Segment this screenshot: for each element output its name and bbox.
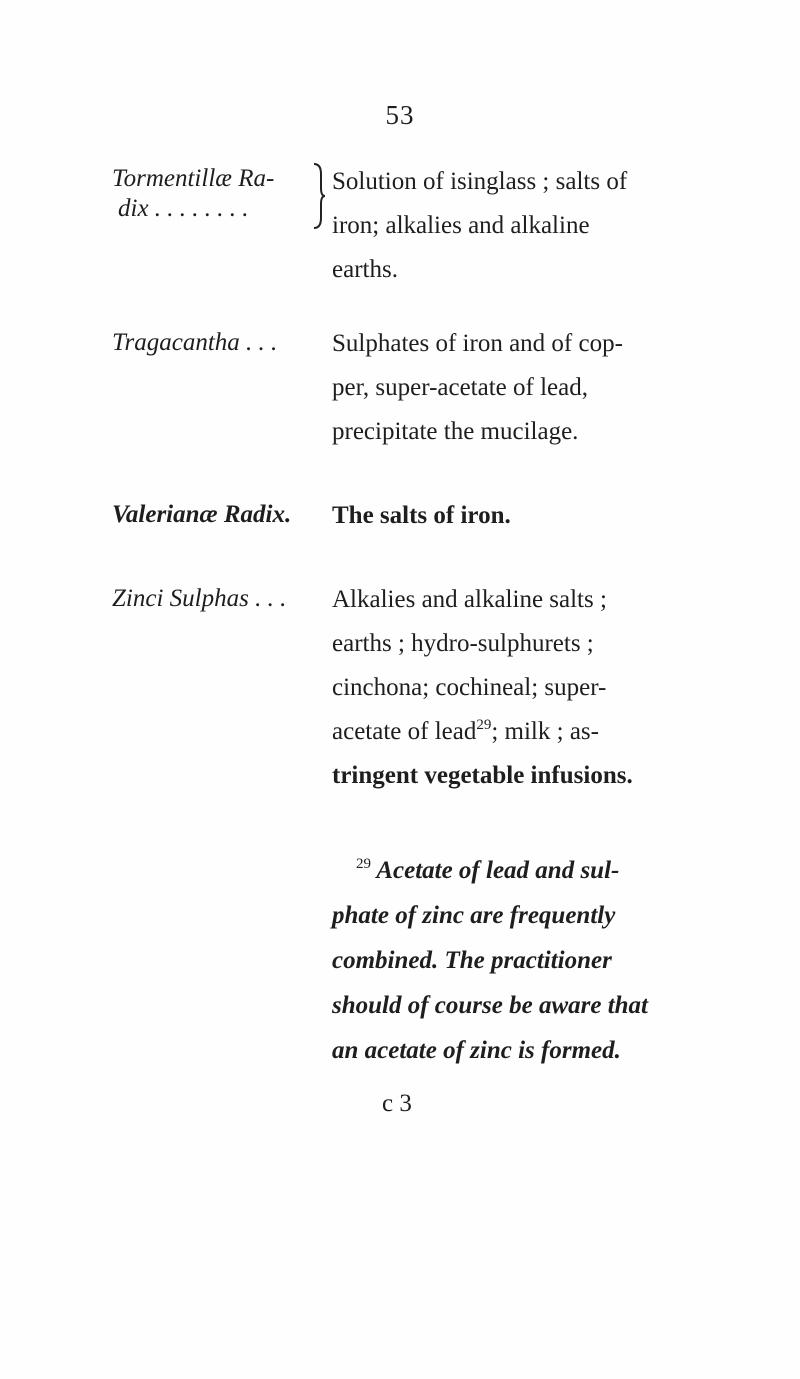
entry-term-tormentilla-line1: Tormentillæ Ra- (112, 165, 275, 192)
footnote-number: 29 (356, 856, 371, 872)
footnote-line2: phate of zinc are frequently (332, 902, 616, 929)
footnote-line4: should of course be aware that (332, 992, 649, 1019)
entry-desc-zinci-line4 (332, 710, 752, 754)
entry-desc-tormentilla-line2: iron; alkalies and alkaline (332, 212, 590, 239)
footnote-line3: combined. The practitioner (332, 947, 612, 974)
entry-desc-tragacantha-line1: Sulphates of iron and of cop- (332, 330, 623, 357)
entry-term-zinci-sulphas: Zinci Sulphas . . . (112, 585, 287, 612)
footnote-line1 (356, 848, 786, 893)
entry-term-valeriana: Valerianæ Radix. (112, 501, 292, 528)
entry-desc-valeriana: The salts of iron. (332, 502, 511, 529)
entry-desc-zinci-line2: earths ; hydro-sulphurets ; (332, 630, 594, 657)
entry-desc-zinci-line4-end: ; milk ; as- (491, 718, 599, 745)
footnote-line5: an acetate of zinc is formed. (332, 1037, 621, 1064)
entry-desc-zinci-line3: cinchona; cochineal; super- (332, 674, 607, 701)
entry-desc-tormentilla-line3: earths. (332, 256, 398, 283)
entry-desc-tormentilla-line1: Solution of isinglass ; salts of (332, 168, 628, 195)
footnote-line1-text: Acetate of lead and sul- (376, 857, 620, 884)
entry-term-tormentilla-line2: dix . . . . . . . . (118, 195, 249, 222)
entry-desc-zinci-line4-start: acetate of lead (332, 718, 477, 745)
entry-desc-zinci-line1: Alkalies and alkaline salts ; (332, 586, 607, 613)
page-number: 53 (385, 100, 415, 130)
signature-mark: c 3 (382, 1090, 412, 1117)
brace-icon (312, 162, 326, 230)
entry-term-tragacantha: Tragacantha . . . (112, 329, 278, 356)
entry-desc-zinci-line5: tringent vegetable infusions. (332, 762, 633, 789)
footnote-reference: 29 (476, 717, 492, 733)
entry-desc-tragacantha-line2: per, super-acetate of lead, (332, 374, 588, 401)
entry-desc-tragacantha-line3: precipitate the mucilage. (332, 418, 579, 445)
